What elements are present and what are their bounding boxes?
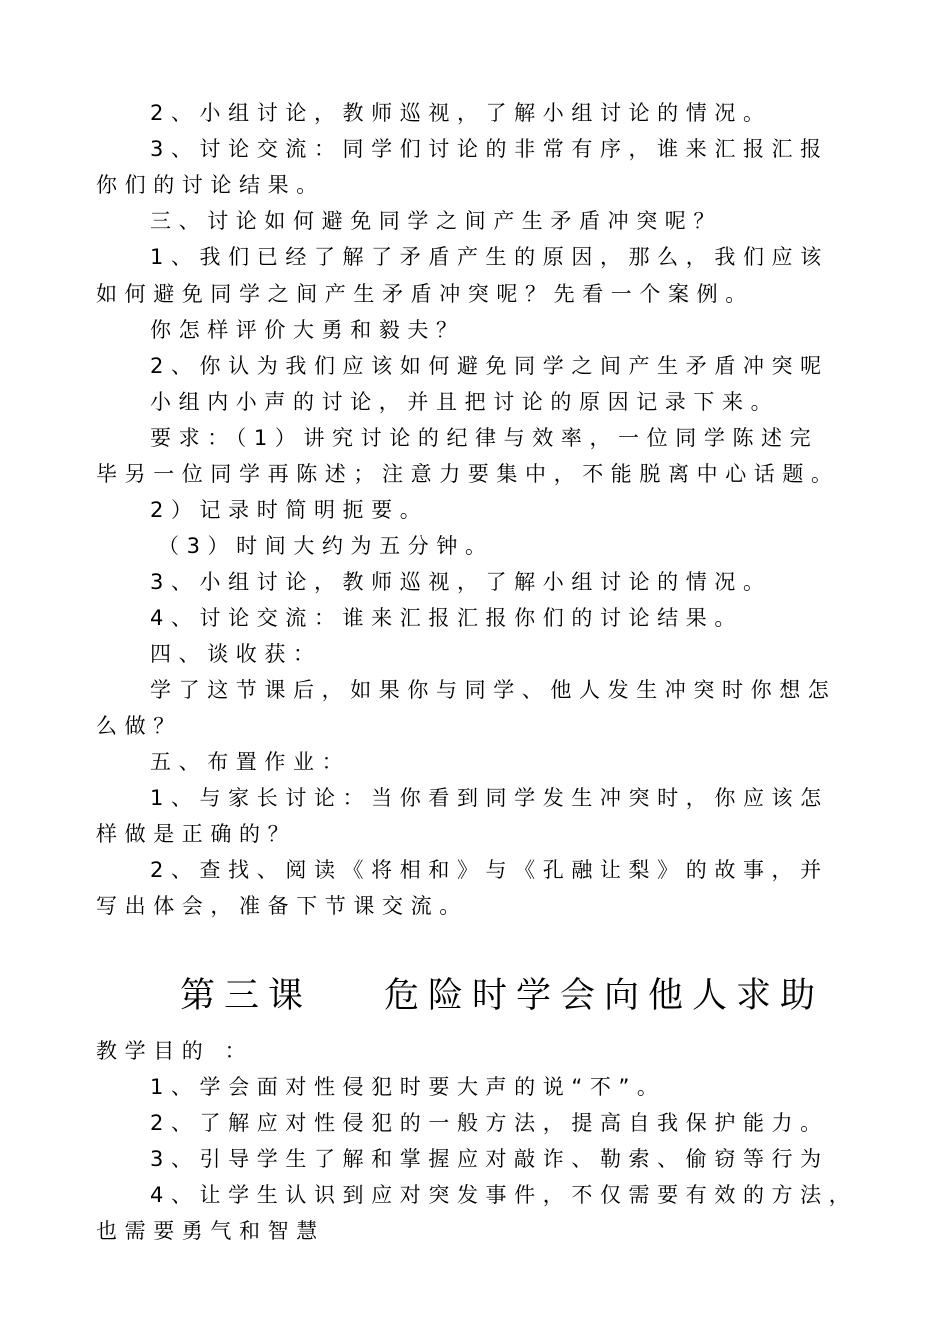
text-line: 4、讨论交流：谁来汇报汇报你们的讨论结果。 [150,606,743,630]
objective-item: 1、学会面对性侵犯时要大声的说“不”。 [150,1075,666,1099]
objective-item: 4、让学生认识到应对突发事件，不仅需要有效的方法， [150,1183,858,1207]
text-line: 样做是正确的？ [96,822,297,846]
text-line: 3、小组讨论，教师巡视，了解小组讨论的情况。 [150,570,772,594]
text-line: （3）时间大约为五分钟。 [158,534,494,558]
text-line: 如何避免同学之间产生矛盾冲突呢？先看一个案例。 [96,282,754,306]
lesson-title [180,972,860,1020]
section-heading: 三、讨论如何避免同学之间产生矛盾冲突呢？ [150,209,722,233]
text-line: 毕另一位同学再陈述；注意力要集中，不能脱离中心话题。 [96,462,840,486]
section-heading: 五、布置作业： [150,750,351,774]
text-line: 2、小组讨论，教师巡视，了解小组讨论的情况。 [150,101,772,125]
objective-item: 2、了解应对性侵犯的一般方法，提高自我保护能力。 [150,1111,829,1135]
text-line: 1、我们已经了解了矛盾产生的原因，那么，我们应该 [150,245,829,269]
text-line: 么做？ [96,714,182,738]
text-line: 写出体会，准备下节课交流。 [96,894,468,918]
objective-item: 也需要勇气和智慧 [96,1219,325,1243]
text-line: 小组内小声的讨论，并且把讨论的原因记录下来。 [150,390,780,414]
section-heading: 四、谈收获： [150,642,322,666]
text-line: 3、讨论交流：同学们讨论的非常有序，谁来汇报汇报 [150,137,829,161]
text-line: 你怎样评价大勇和毅夫？ [150,318,465,342]
lesson-topic: 危险时学会向他人求助 [384,976,825,1016]
objectives-heading: 教学目的 ： [96,1039,254,1063]
text-line: 2、你认为我们应该如何避免同学之间产生矛盾冲突呢 [150,354,829,378]
text-line: 你们的讨论结果。 [96,173,325,197]
text-line: 学了这节课后，如果你与同学、他人发生冲突时你想怎 [150,678,837,702]
text-line: 2、查找、阅读《将相和》与《孔融让梨》的故事，并 [150,858,829,882]
text-line: 2）记录时简明扼要。 [150,498,429,522]
lesson-number: 第三课 [180,976,313,1016]
objective-item: 3、引导学生了解和掌握应对敲诈、勒索、偷窃等行为 [150,1147,829,1171]
text-line: 要求：（1）讲究讨论的纪律与效率，一位同学陈述完 [150,426,819,450]
text-line: 1、与家长讨论：当你看到同学发生冲突时，你应该怎 [150,786,829,810]
